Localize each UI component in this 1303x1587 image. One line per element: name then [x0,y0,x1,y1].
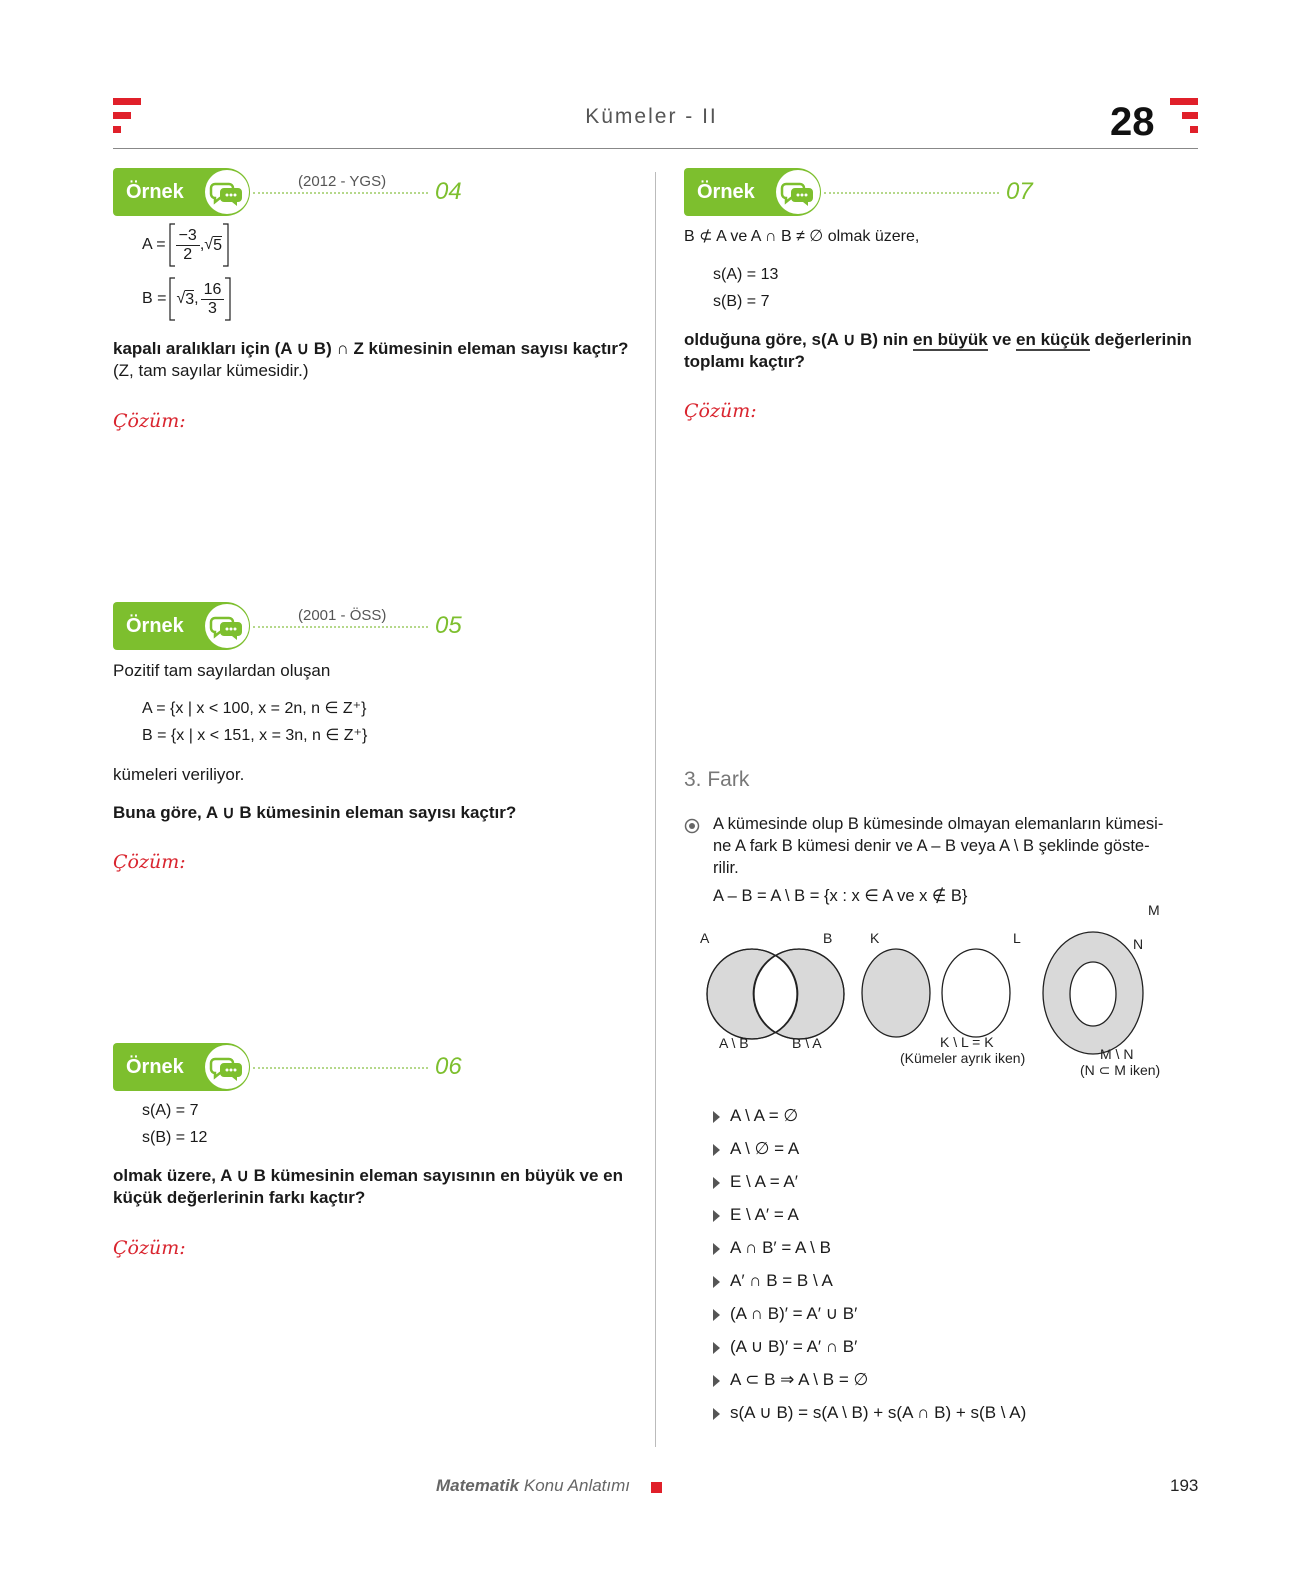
fraction-numerator: −3 [176,227,200,246]
rule-text: (A ∪ B)′ = A′ ∩ B′ [730,1337,858,1356]
q-part: ve [987,330,1017,349]
triangle-bullet-icon [713,1309,720,1321]
label-m: M [1148,902,1160,918]
rule-item [713,1172,1026,1205]
example-05-given: kümeleri veriliyor. [113,765,245,784]
q-part: değerlerinin [1089,330,1192,349]
column-divider [655,172,656,1447]
example-07-banner [684,168,1044,216]
fark-rules-list [713,1106,1026,1436]
label-b: B [823,930,833,946]
speech-bubble-icon [205,170,249,214]
example-source: (2001 - ÖSS) [298,607,387,624]
fark-definition-line2: ne A fark B kümesi denir ve A – B veya A \ B şeklinde göste- [713,837,1150,855]
logo-right [1170,98,1200,138]
interval-a-sqrt: 5 [213,236,222,254]
header-rule [113,148,1198,149]
fark-definition-line3: rilir. [713,859,739,877]
rule-text: A ⊂ B ⇒ A \ B = ∅ [730,1370,869,1389]
caption-k-minus-l: K \ L = K [940,1034,994,1050]
dotted-leader [253,626,428,628]
example-05-set-b: B = {x | x < 151, x = 3n, n ∈ Z⁺} [142,727,368,744]
example-source: (2012 - YGS) [298,173,387,190]
caption-m-minus-n: M \ N [1100,1046,1134,1062]
triangle-bullet-icon [713,1111,720,1123]
interval-a-prefix: A = [142,236,166,253]
rule-item [713,1205,1026,1238]
triangle-bullet-icon [713,1276,720,1288]
label-k: K [870,930,880,946]
set-l-ellipse [942,949,1010,1037]
example-07-sb: s(B) = 7 [713,293,770,310]
underline-largest: en büyük [913,330,988,349]
rule-text: E \ A = A′ [730,1172,798,1191]
example-06-solution: Çözüm: [113,1237,186,1259]
example-label: Örnek [126,181,184,203]
footer-book-bold: Matematik [436,1476,520,1495]
label-l: L [1013,930,1021,946]
rule-item [713,1271,1026,1304]
set-n-ellipse [1070,962,1116,1026]
fark-formula: A – B = A \ B = {x : x ∈ A ve x ∉ B} [713,887,968,905]
example-04-question: kapalı aralıkları için (A ∪ B) ∩ Z kümesinin eleman sayısı kaçtır? [113,339,629,358]
footer-book-title [436,1476,630,1496]
rule-item [713,1370,1026,1403]
example-06-sa: s(A) = 7 [142,1102,199,1119]
interval-b-comma: , [194,290,199,307]
rule-item [713,1106,1026,1139]
target-bullet-icon [684,818,700,839]
speech-bubble-icon [776,170,820,214]
triangle-bullet-icon [713,1243,720,1255]
speech-bubble-icon [205,604,249,648]
example-07-sa: s(A) = 13 [713,266,779,283]
rule-text: (A ∩ B)′ = A′ ∪ B′ [730,1304,858,1323]
rule-text: A′ ∩ B = B \ A [730,1271,833,1290]
q-part: olduğuna göre, s(A ∪ B) nin [684,330,914,349]
example-05-set-a: A = {x | x < 100, x = 2n, n ∈ Z⁺} [142,700,367,717]
example-06-question-line1: olmak üzere, A ∪ B kümesinin eleman sayısının en büyük ve en [113,1166,624,1185]
rule-text: A ∩ B′ = A \ B [730,1238,831,1257]
rule-item [713,1403,1026,1436]
sqrt-symbol: √ [176,290,186,307]
dotted-leader [253,1067,428,1069]
speech-bubble-icon [205,1045,249,1089]
underline-smallest: en küçük [1016,330,1090,349]
fark-definition-line1: A kümesinde olup B kümesinde olmayan elemanların kümesi- [713,815,1164,833]
example-06-banner [113,1043,473,1091]
label-n: N [1133,936,1144,952]
example-07-solution: Çözüm: [684,400,757,422]
dotted-leader [253,192,428,194]
page-title: Kümeler - II [585,105,718,128]
fraction-numerator: 16 [201,281,225,300]
triangle-bullet-icon [713,1210,720,1222]
rule-item [713,1304,1026,1337]
rule-text: E \ A′ = A [730,1205,799,1224]
example-number: 07 [1006,178,1033,205]
caption-b-minus-a: B \ A [792,1035,822,1051]
example-07-condition: B ⊄ A ve A ∩ B ≠ ∅ olmak üzere, [684,228,920,245]
example-05-banner [113,602,473,650]
interval-b-fraction [201,281,225,318]
example-06-sb: s(B) = 12 [142,1129,208,1146]
caption-m-minus-n-note: (N ⊂ M iken) [1080,1062,1161,1078]
label-a: A [700,930,710,946]
example-label: Örnek [697,181,755,203]
triangle-bullet-icon [713,1375,720,1387]
interval-b-prefix: B = [142,290,167,307]
rule-item [713,1337,1026,1370]
bracket-left [168,222,176,268]
caption-a-minus-b: A \ B [719,1035,749,1051]
set-k-ellipse [862,949,930,1037]
interval-a [142,222,230,268]
example-04-solution: Çözüm: [113,410,186,432]
fraction-denominator: 3 [208,299,217,317]
example-05-intro: Pozitif tam sayılardan oluşan [113,661,331,680]
bracket-right [224,276,232,322]
footer-red-square [651,1482,662,1493]
triangle-bullet-icon [713,1144,720,1156]
example-number: 06 [435,1053,462,1080]
interval-b [142,276,232,322]
rule-text: A \ ∅ = A [730,1139,800,1158]
sqrt-symbol: √ [204,236,214,253]
caption-k-minus-l-note: (Kümeler ayrık iken) [900,1050,1026,1066]
section-title-fark: 3. Fark [684,768,750,791]
interval-b-sqrt: 3 [185,290,195,308]
example-label: Örnek [126,1056,184,1078]
example-label: Örnek [126,615,184,637]
example-06-question-line2: küçük değerlerinin farkı kaçtır? [113,1188,366,1207]
example-07-question-line1 [684,329,1204,351]
footer-book-rest: Konu Anlatımı [519,1476,631,1495]
rule-item [713,1139,1026,1172]
example-number: 04 [435,178,462,205]
example-05-question: Buna göre, A ∪ B kümesinin eleman sayısı kaçtır? [113,803,517,822]
bracket-left [168,276,176,322]
chapter-number: 28 [1110,100,1155,144]
rule-item [713,1238,1026,1271]
example-04-note: (Z, tam sayılar kümesidir.) [113,361,309,380]
example-number: 05 [435,612,462,639]
dotted-leader [824,192,999,194]
rule-text: s(A ∪ B) = s(A \ B) + s(A ∩ B) + s(B \ A) [730,1403,1027,1422]
triangle-bullet-icon [713,1177,720,1189]
rule-text: A \ A = ∅ [730,1106,799,1125]
triangle-bullet-icon [713,1342,720,1354]
page-number: 193 [1170,1476,1199,1495]
bracket-right [222,222,230,268]
example-05-solution: Çözüm: [113,851,186,873]
triangle-bullet-icon [713,1408,720,1420]
example-04-banner [113,168,473,216]
interval-a-fraction [176,227,200,264]
interval-a-comma: , [199,236,205,253]
fraction-denominator: 2 [183,245,193,263]
example-07-question-line2: toplamı kaçtır? [684,352,805,371]
